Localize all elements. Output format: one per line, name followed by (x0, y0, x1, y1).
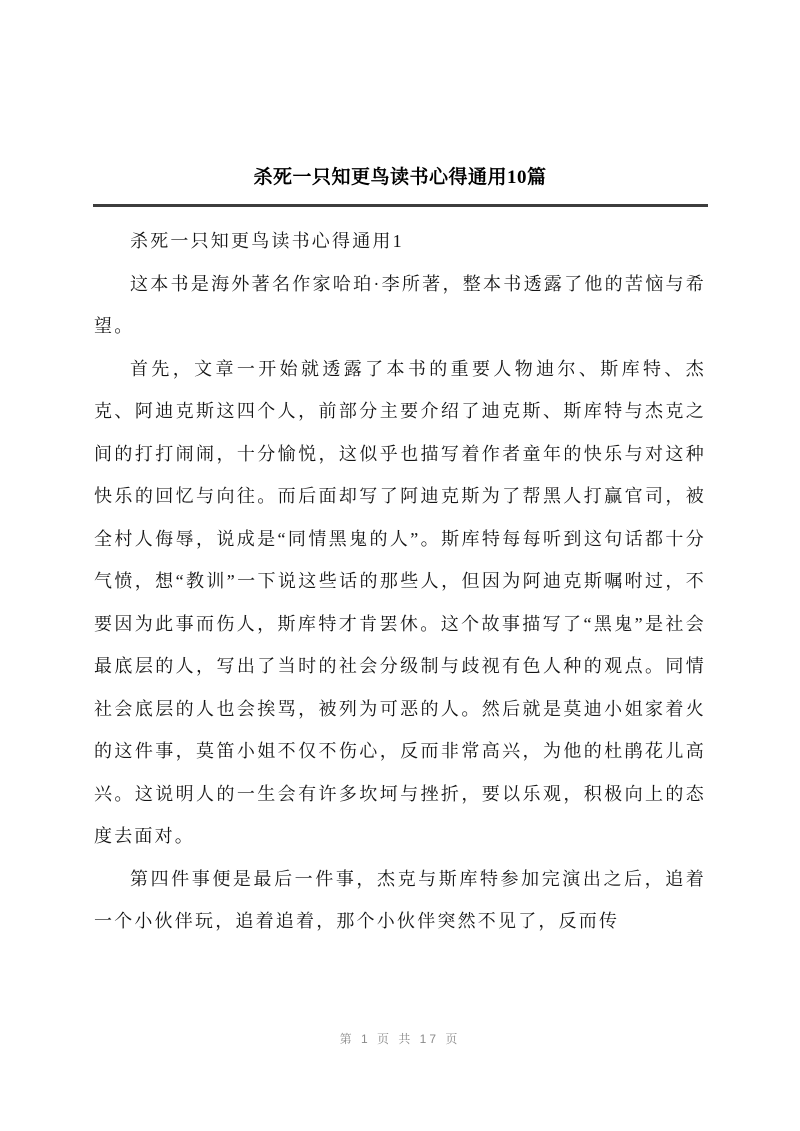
paragraph: 首先，文章一开始就透露了本书的重要人物迪尔、斯库特、杰克、阿迪克斯这四个人，前部分主要介绍了迪克斯、斯库特与杰克之间的打打闹闹，十分愉悦，这似乎也描写着作者童年的快乐与对这种快乐的回忆与向往。而后面却写了阿迪克斯为了帮黑人打赢官司，被全村人侮辱，说成是“同情黑鬼的人”。斯库特每每听到这句话都十分气愤，想“教训”一下说这些话的那些人，但因为阿迪克斯嘱咐过，不要因为此事而伤人，斯库特才肯罢休。这个故事描写了“黑鬼”是社会最底层的人，写出了当时的社会分级制与歧视有色人种的观点。同情社会底层的人也会挨骂，被列为可恶的人。然后就是莫迪小姐家着火的这件事，莫笛小姐不仅不伤心，反而非常高兴，为他的杜鹃花儿高兴。这说明人的一生会有许多坎坷与挫折，要以乐观，积极向上的态度去面对。 (94, 358, 706, 846)
page-number-text: 第 1 页 共 17 页 (339, 1032, 461, 1046)
document-title: 杀死一只知更鸟读书心得通用10篇 (253, 167, 547, 188)
paragraph-section-heading: 杀死一只知更鸟读书心得通用1 (130, 231, 404, 251)
paragraph: 第四件事便是最后一件事，杰克与斯库特参加完演出之后，追着一个小伙伴玩，追着追着，那个小伙伴突然不见了，反而传 (94, 868, 706, 931)
page-footer (0, 1030, 800, 1047)
document-body (0, 207, 800, 943)
paragraph: 这本书是海外著名作家哈珀·李所著，整本书透露了他的苦恼与希望。 (94, 273, 706, 336)
